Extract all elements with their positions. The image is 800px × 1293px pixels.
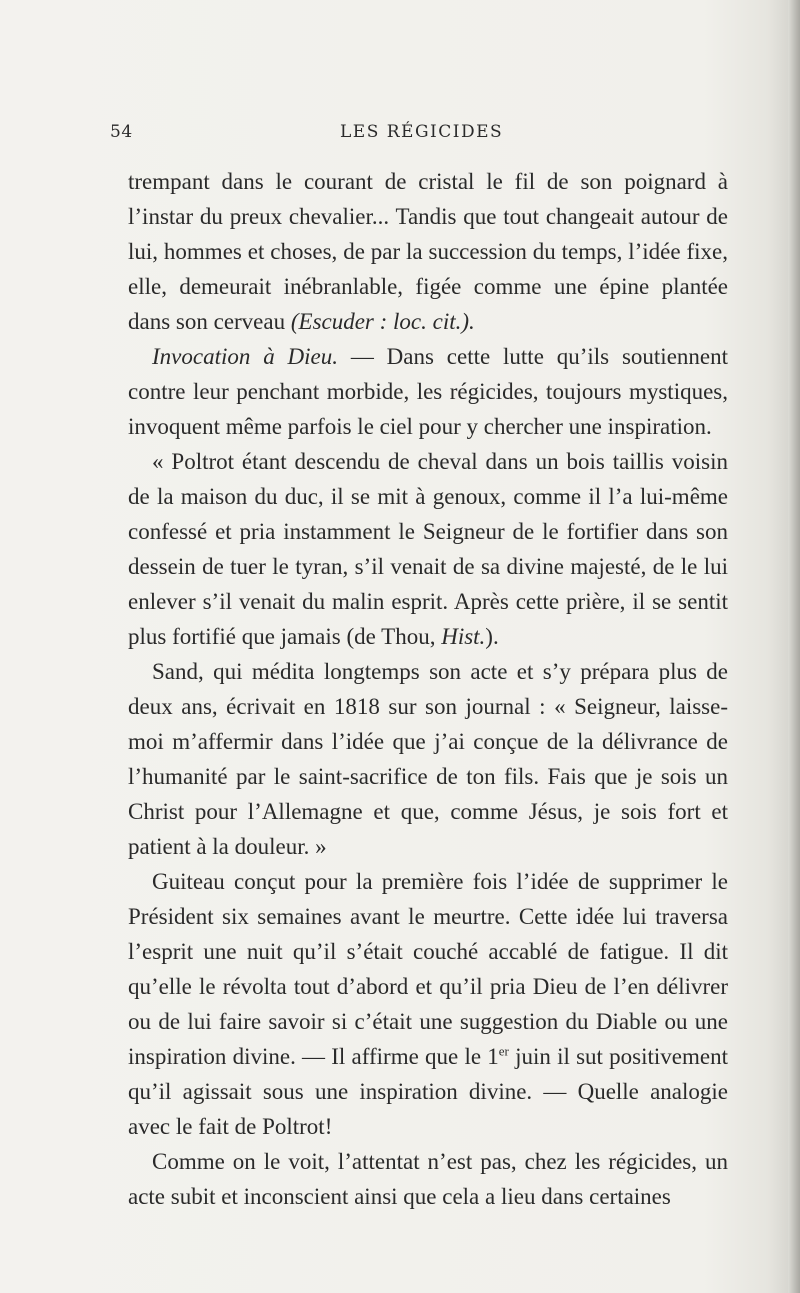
paragraph: Guiteau conçut pour la première fois l’idée de supprimer le Président six semaines avant le meurtre. Cette idée lui traversa l’esprit une nuit qu’il s’était couché accablé de fatigue. Il dit qu’elle le révolta tout d’abord et qu’il pria Dieu de l’en délivrer ou de lui faire savoir si c’était une suggestion du Diable ou une inspiration divine. — Il affirme que le 1er juin il sut positivement qu’il agissait sous une inspiration divine. — Quelle analogie avec le fait de Poltrot! bbox=[128, 869, 728, 1139]
paragraph: Sand, qui médita longtemps son acte et s’y prépara plus de deux ans, écrivait en 1818 sur son journal : « Seigneur, laisse-moi m’affermir dans l’idée que j’ai conçue de la délivrance de l’humanité par le saint-sacrifice de ton fils. Fais que je sois un Christ pour l’Allemagne et que, comme Jésus, je sois fort et patient à la douleur. » bbox=[128, 659, 728, 859]
running-head: LES RÉGICIDES bbox=[340, 122, 504, 142]
body-text bbox=[128, 164, 728, 1214]
page-number: 54 bbox=[110, 122, 133, 142]
superscript: er bbox=[498, 1043, 509, 1059]
page-header bbox=[110, 122, 690, 148]
paragraph: Comme on le voit, l’attentat n’est pas, chez les régicides, un acte subit et inconscient ainsi que cela a lieu dans certaines bbox=[128, 1149, 728, 1209]
paragraph: trempant dans le courant de cristal le fil de son poignard à l’instar du preux chevalier... Tandis que tout changeait autour de lui, hommes et choses, de par la succession du temps, l’idée fixe, elle, demeurait inébranlable, figée comme une épine plantée dans son cerveau (Escuder : loc. cit.). bbox=[128, 169, 728, 334]
citation: (Escuder : loc. cit.). bbox=[290, 309, 475, 334]
paragraph: « Poltrot étant descendu de cheval dans un bois taillis voisin de la maison du duc, il se mit à genoux, comme il l’a lui-même confessé et pria instamment le Seigneur de le fortifier dans son dessein de tuer le tyran, s’il venait de sa divine majesté, de le lui enlever s’il venait du malin esprit. Après cette prière, il se sentit plus fortifié que jamais (de Thou, Hist.). bbox=[128, 449, 728, 649]
section-title: Invocation à Dieu. bbox=[152, 344, 338, 369]
page-edge bbox=[788, 0, 800, 1293]
paragraph: Invocation à Dieu. — Dans cette lutte qu’ils soutiennent contre leur penchant morbide, les régicides, toujours mystiques, invoquent même parfois le ciel pour y chercher une inspiration. bbox=[128, 344, 728, 439]
citation: Hist. bbox=[441, 624, 486, 649]
